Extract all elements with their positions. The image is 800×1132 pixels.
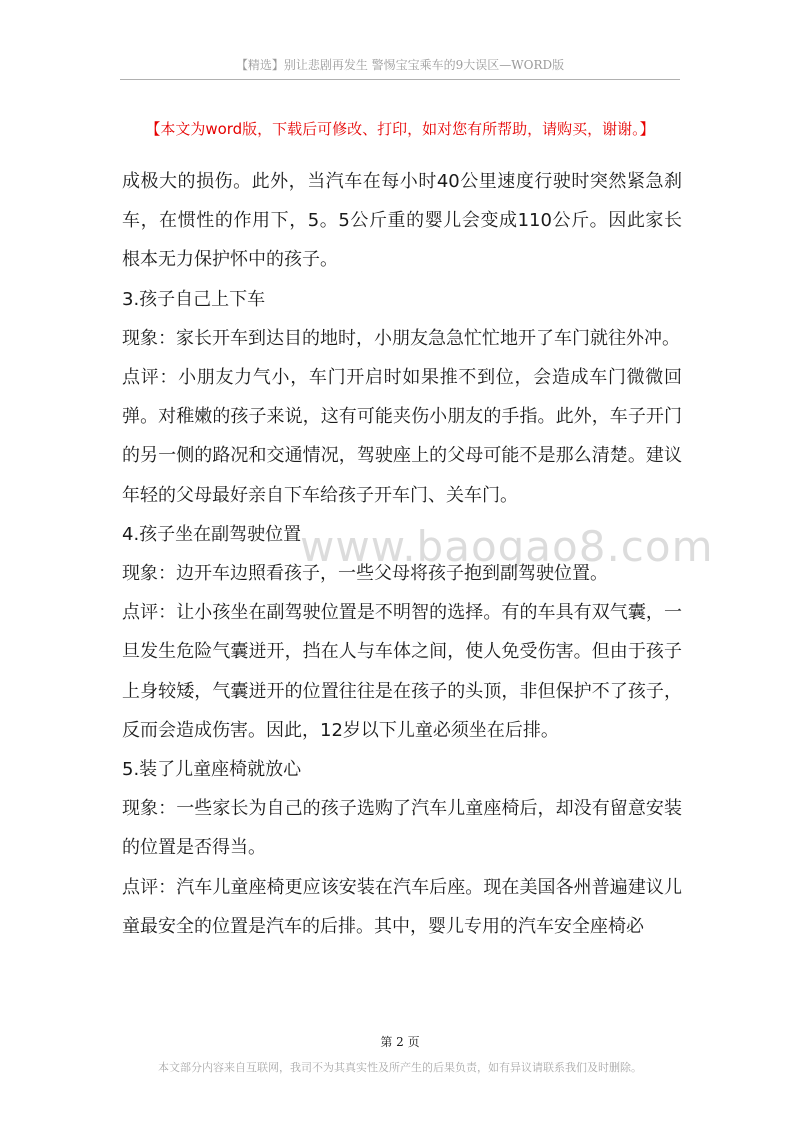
section-heading: 5.装了儿童座椅就放心 — [122, 759, 302, 781]
header-divider — [120, 79, 680, 80]
body-paragraph: 现象：边开车边照看孩子，一些父母将孩子抱到副驾驶位置。 — [122, 563, 608, 585]
page-header-title: 【精选】别让悲剧再发生 警惕宝宝乘车的9大误区—WORD版 — [235, 58, 565, 72]
body-paragraph: 现象：家长开车到达目的地时，小朋友急急忙忙地开了车门就往外冲。 — [122, 327, 680, 349]
word-version-notice: 【本文为word版，下载后可修改、打印，如对您有所帮助，请购买，谢谢。】 — [145, 120, 655, 138]
site-watermark: www.baogao8.com — [300, 522, 714, 571]
body-paragraph: 点评：汽车儿童座椅更应该安装在汽车后座。现在美国各州普遍建议儿童最安全的位置是汽车的后排。其中，婴儿专用的汽车安全座椅必 — [122, 876, 682, 937]
body-paragraph: 现象：一些家长为自己的孩子选购了汽车儿童座椅后，却没有留意安装的位置是否得当。 — [122, 798, 682, 859]
section-heading: 4.孩子坐在副驾驶位置 — [122, 523, 302, 545]
body-paragraph: 成极大的损伤。此外，当汽车在每小时40公里速度行驶时突然紧急刹车，在惯性的作用下，5。5公斤重的婴儿会变成110公斤。因此家长根本无力保护怀中的孩子。 — [122, 171, 682, 271]
section-heading: 3.孩子自己上下车 — [122, 288, 266, 310]
body-paragraph: 点评：小朋友力气小，车门开启时如果推不到位，会造成车门微微回弹。对稚嫩的孩子来说，这有可能夹伤小朋友的手指。此外，车子开门的另一侧的路况和交通情况，驾驶座上的父母可能不是那么清楚。建议年轻的父母最好亲自下车给孩子开车门、关车门。 — [122, 367, 682, 506]
footer-disclaimer: 本文部分内容来自互联网，我司不为其真实性及所产生的后果负责，如有异议请联系我们及时删除。 — [158, 1061, 642, 1074]
document-body — [122, 162, 682, 946]
body-paragraph: 点评：让小孩坐在副驾驶位置是不明智的选择。有的车具有双气囊，一旦发生危险气囊迸开，挡在人与车体之间，使人免受伤害。但由于孩子上身较矮，气囊迸开的位置往往是在孩子的头顶，非但保护不了孩子，反而会造成伤害。因此，12岁以下儿童必须坐在后排。 — [122, 602, 682, 741]
page-number: 第 2 页 — [380, 1035, 420, 1049]
